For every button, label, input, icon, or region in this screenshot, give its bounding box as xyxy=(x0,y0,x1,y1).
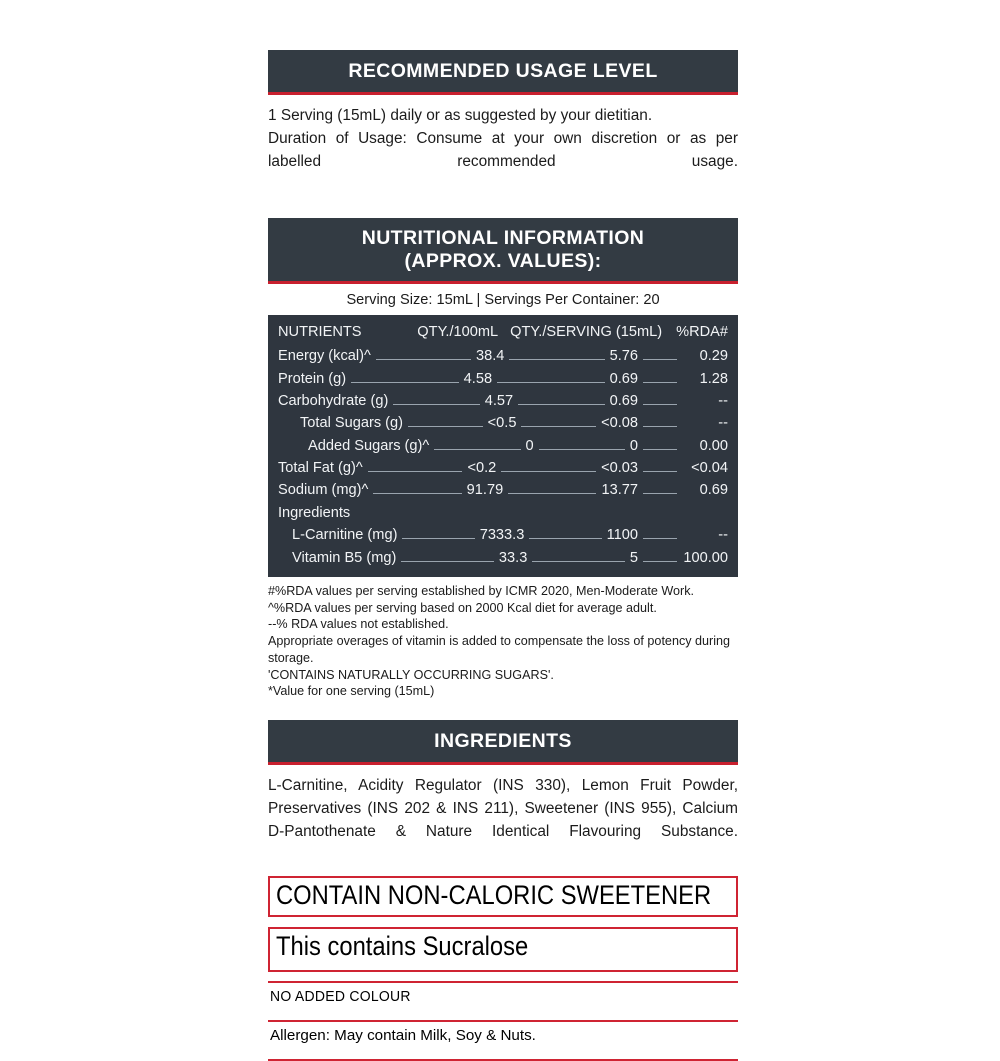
row-value-serving: 0.69 xyxy=(609,393,639,409)
row-label: L-Carnitine (mg) xyxy=(292,527,398,544)
leader-line xyxy=(539,449,625,450)
row-value-serving: 0.69 xyxy=(609,370,639,387)
usage-line-1: 1 Serving (15mL) daily or as suggested by your dietitian. xyxy=(268,106,653,124)
row-value-100ml: 91.79 xyxy=(466,482,504,499)
row-value-rda: -- xyxy=(718,527,728,544)
row-value-100ml: 4.57 xyxy=(484,393,514,409)
row-label: Added Sugars (g)^ xyxy=(308,437,430,454)
ingredients-header xyxy=(268,720,738,765)
non-caloric-sweetener-text: CONTAIN NON-CALORIC SWEETENER xyxy=(276,880,712,911)
table-row xyxy=(278,524,728,546)
row-label: Carbohydrate (g) xyxy=(278,393,389,409)
ingredients-list-text: L-Carnitine, Acidity Regulator (INS 330), Lemon Fruit Powder, Preservatives (INS 202 & INS 211), Sweetener (INS 955), Calcium D-Pantothenate & Nature Identical Flavouring Substance. xyxy=(268,776,738,840)
row-value-rda: 0.69 xyxy=(699,482,729,499)
row-value-rda: 0.00 xyxy=(699,437,729,454)
serving-size-line: Serving Size: 15mL | Servings Per Container: 20 xyxy=(346,292,660,309)
leader-line xyxy=(643,493,677,494)
leader-line xyxy=(501,471,596,472)
column-header-qty-serving: QTY./SERVING (15mL) xyxy=(510,324,663,341)
table-row xyxy=(278,457,728,479)
row-value-100ml: 33.3 xyxy=(498,549,528,566)
row-value-serving: 5 xyxy=(629,549,639,566)
table-row xyxy=(278,345,728,367)
leader-line xyxy=(402,538,474,539)
nutrition-table xyxy=(268,315,738,576)
row-value-serving: 0 xyxy=(629,437,639,454)
nutritional-information-header xyxy=(268,218,738,284)
leader-line xyxy=(393,404,479,405)
table-row xyxy=(278,547,728,569)
row-value-100ml: <0.2 xyxy=(467,459,497,476)
nutrition-table-header-row xyxy=(278,322,728,345)
table-row xyxy=(278,479,728,501)
row-value-serving: 13.77 xyxy=(601,482,639,499)
footnote-rda-2000kcal: ^%RDA values per serving based on 2000 Kcal diet for average adult. xyxy=(268,600,657,615)
column-header-rda: %RDA# xyxy=(676,324,728,341)
leader-line xyxy=(376,359,471,360)
leader-line xyxy=(521,426,596,427)
usage-line-2: Duration of Usage: Consume at your own discretion or as per labelled recommended usage. xyxy=(268,130,738,171)
allergen-row: Allergen: May contain Milk, Soy & Nuts. xyxy=(270,1027,536,1045)
nutrition-label-panel xyxy=(268,0,738,1045)
row-label: Protein (g) xyxy=(278,370,347,387)
sucralose-text: This contains Sucralose xyxy=(276,931,529,962)
row-label: Sodium (mg)^ xyxy=(278,482,369,499)
sucralose-box xyxy=(268,927,738,972)
ingredients-group-label: Ingredients xyxy=(278,504,351,521)
table-row xyxy=(278,368,728,390)
leader-line xyxy=(373,493,461,494)
row-value-rda: 0.29 xyxy=(699,348,729,365)
leader-line xyxy=(643,471,677,472)
footnote-rda-not-established: --% RDA values not established. xyxy=(268,617,449,632)
non-caloric-sweetener-box xyxy=(268,876,738,917)
leader-line xyxy=(643,426,677,427)
footnotes xyxy=(268,577,738,700)
row-value-100ml: 7333.3 xyxy=(479,527,525,544)
table-row xyxy=(278,412,728,434)
table-row xyxy=(278,390,728,412)
leader-line xyxy=(643,449,677,450)
recommended-usage-header xyxy=(268,50,738,95)
row-label: Vitamin B5 (mg) xyxy=(292,549,397,566)
footnote-overages: Appropriate overages of vitamin is added to compensate the loss of potency during storage. xyxy=(268,634,731,665)
leader-line xyxy=(643,404,677,405)
row-value-serving: 5.76 xyxy=(609,348,639,365)
row-value-100ml: 4.58 xyxy=(463,370,493,387)
leader-line xyxy=(408,426,483,427)
nutritional-information-header-line-2: (APPROX. VALUES): xyxy=(404,249,602,272)
row-value-rda: <0.04 xyxy=(691,459,728,476)
row-value-100ml: <0.5 xyxy=(487,415,517,432)
row-value-rda: 100.00 xyxy=(683,549,729,566)
table-row xyxy=(278,435,728,457)
row-value-rda: -- xyxy=(718,393,729,409)
no-added-colour-text: NO ADDED COLOUR xyxy=(270,988,411,1006)
row-value-serving: <0.08 xyxy=(601,415,639,432)
row-value-serving: 1100 xyxy=(606,527,638,544)
leader-line xyxy=(401,561,494,562)
recommended-usage-header-text: RECOMMENDED USAGE LEVEL xyxy=(348,60,658,82)
footnote-value-per-serving: *Value for one serving (15mL) xyxy=(268,684,435,699)
leader-line xyxy=(532,561,625,562)
footnote-natural-sugars: 'CONTAINS NATURALLY OCCURRING SUGARS'. xyxy=(268,667,554,682)
leader-line xyxy=(529,538,601,539)
row-label: Total Sugars (g) xyxy=(300,415,404,432)
row-value-100ml: 38.4 xyxy=(476,348,505,365)
usage-paragraph xyxy=(268,95,738,198)
leader-line xyxy=(368,471,463,472)
leader-line xyxy=(643,359,677,360)
leader-line xyxy=(518,404,604,405)
row-label: Total Fat (g)^ xyxy=(278,459,363,476)
row-value-rda: -- xyxy=(718,415,729,432)
row-value-100ml: 0 xyxy=(525,437,534,454)
nutritional-information-header-line-1: NUTRITIONAL INFORMATION xyxy=(361,227,645,250)
leader-line xyxy=(351,382,459,383)
leader-line xyxy=(643,382,677,383)
leader-line xyxy=(643,538,677,539)
ingredients-header-text: INGREDIENTS xyxy=(434,730,572,753)
row-label: Energy (kcal)^ xyxy=(278,348,371,365)
row-value-serving: <0.03 xyxy=(601,459,638,476)
leader-line xyxy=(434,449,520,450)
footnote-rda-icmr: #%RDA values per serving established by ICMR 2020, Men-Moderate Work. xyxy=(268,583,695,598)
column-header-nutrients: NUTRIENTS xyxy=(278,324,362,341)
leader-line xyxy=(509,359,604,360)
leader-line xyxy=(508,493,596,494)
leader-line xyxy=(497,382,605,383)
row-value-rda: 1.28 xyxy=(699,370,729,387)
leader-line xyxy=(643,561,677,562)
no-added-colour-row xyxy=(268,983,738,1011)
column-header-qty-100ml: QTY./100mL xyxy=(417,324,499,341)
